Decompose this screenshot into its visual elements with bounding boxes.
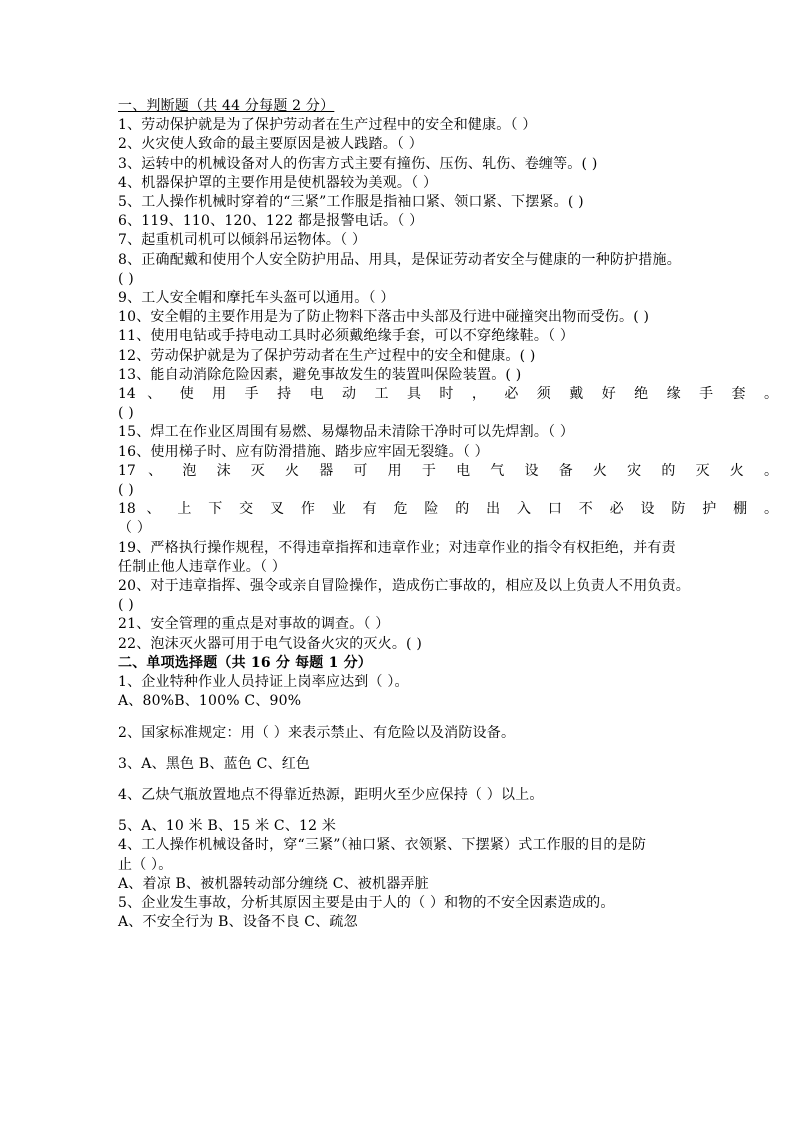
choice-options-3: 5、A、10 米 B、15 米 C、12 米: [118, 818, 337, 835]
question-19-cont: 任制止他人违章作业。（ ）: [118, 558, 287, 575]
choice-question-5: 5、企业发生事故，分析其原因主要是由于人的（ ）和物的不安全因素造成的。: [118, 894, 615, 911]
choice-options-5: A、不安全行为 B、设备不良 C、疏忽: [118, 914, 358, 931]
question-5: 5、工人操作机械时穿着的“三紧”工作服是指袖口紧、领口紧、下摆紧。( ): [118, 194, 584, 211]
choice-question-1: 1、企业特种作业人员持证上岗率应达到（ ）。: [118, 674, 409, 691]
question-17: 17 、 泡 沫 灭 火 器 可 用 于 电 气 设 备 火 灾 的 灭 火 。: [118, 462, 778, 479]
choice-question-2: 2、国家标准规定：用（ ）来表示禁止、有危险以及消防设备。: [118, 724, 516, 741]
question-14: 14 、 使 用 手 持 电 动 工 具 时 ， 必 须 戴 好 绝 缘 手 套 。: [118, 386, 778, 403]
question-2: 2、火灾使人致命的最主要原因是被人践踏。（ ）: [118, 136, 423, 153]
question-10: 10、安全帽的主要作用是为了防止物料下落击中头部及行进中碰撞突出物而受伤。( ): [118, 309, 650, 326]
question-8-blank: ( ): [118, 270, 134, 287]
question-11: 11、使用电钻或手持电动工具时必须戴绝缘手套，可以不穿绝缘鞋。（ ）: [118, 328, 575, 345]
question-19: 19、严格执行操作规程，不得违章指挥和违章作业；对违章作业的指令有权拒绝，并有责: [118, 539, 676, 556]
choice-question-3: 4、乙炔气瓶放置地点不得靠近热源，距明火至少应保持（ ）以上。: [118, 786, 544, 803]
question-13: 13、能自动消除危险因素，避免事故发生的装置叫保险装置。( ): [118, 366, 522, 383]
exam-page: [118, 97, 778, 932]
section-heading-true-false: 一、判断题（共 44 分每题 2 分）: [118, 98, 335, 114]
question-15: 15、焊工在作业区周围有易燃、易爆物品未清除干净时可以先焊割。（ ）: [118, 424, 575, 441]
choice-options-1: A、80%B、100% C、90%: [118, 693, 302, 710]
choice-question-4: 4、工人操作机械设备时，穿“三紧”（袖口紧、衣领紧、下摆紧）式工作服的目的是防: [118, 837, 647, 854]
question-22: 22、泡沫灭火器可用于电气设备火灾的灭火。( ): [118, 635, 422, 652]
choice-options-4: A、着凉 B、被机器转动部分缠绕 C、被机器弄脏: [118, 875, 429, 892]
question-9: 9、工人安全帽和摩托车头盔可以通用。（ ）: [118, 290, 395, 307]
question-6: 6、119、110、120、122 都是报警电话。（ ）: [118, 213, 424, 230]
question-4: 4、机器保护罩的主要作用是使机器较为美观。（ ）: [118, 174, 438, 191]
question-21: 21、安全管理的重点是对事故的调查。（ ）: [118, 616, 390, 633]
question-17-blank: ( ): [118, 482, 134, 499]
section-heading-single-choice: 二、单项选择题（共 16 分 每题 1 分）: [118, 654, 372, 671]
question-12: 12、劳动保护就是为了保护劳动者在生产过程中的安全和健康。( ): [118, 347, 536, 364]
question-1: 1、劳动保护就是为了保护劳动者在生产过程中的安全和健康。（ ）: [118, 117, 537, 134]
question-8: 8、正确配戴和使用个人安全防护用品、用具，是保证劳动者安全与健康的一种防护措施。: [118, 251, 681, 268]
choice-options-2: 3、A、黑色 B、蓝色 C、红色: [118, 755, 311, 772]
question-18: 18 、 上 下 交 叉 作 业 有 危 险 的 出 入 口 不 必 设 防 护 棚 。: [118, 501, 778, 518]
question-14-blank: ( ): [118, 405, 134, 422]
question-18-blank: （ ）: [118, 520, 152, 537]
question-7: 7、起重机司机可以倾斜吊运物体。（ ）: [118, 232, 367, 249]
question-20: 20、对于违章指挥、强令或亲自冒险操作，造成伤亡事故的，相应及以上负责人不用负责。: [118, 578, 691, 595]
question-3: 3、运转中的机械设备对人的伤害方式主要有撞伤、压伤、轧伤、卷缠等。( ): [118, 155, 598, 172]
question-16: 16、使用梯子时、应有防滑措施、踏步应牢固无裂缝。（ ）: [118, 443, 489, 460]
question-20-blank: ( ): [118, 597, 134, 614]
choice-question-4-cont: 止（ ）。: [118, 856, 173, 873]
